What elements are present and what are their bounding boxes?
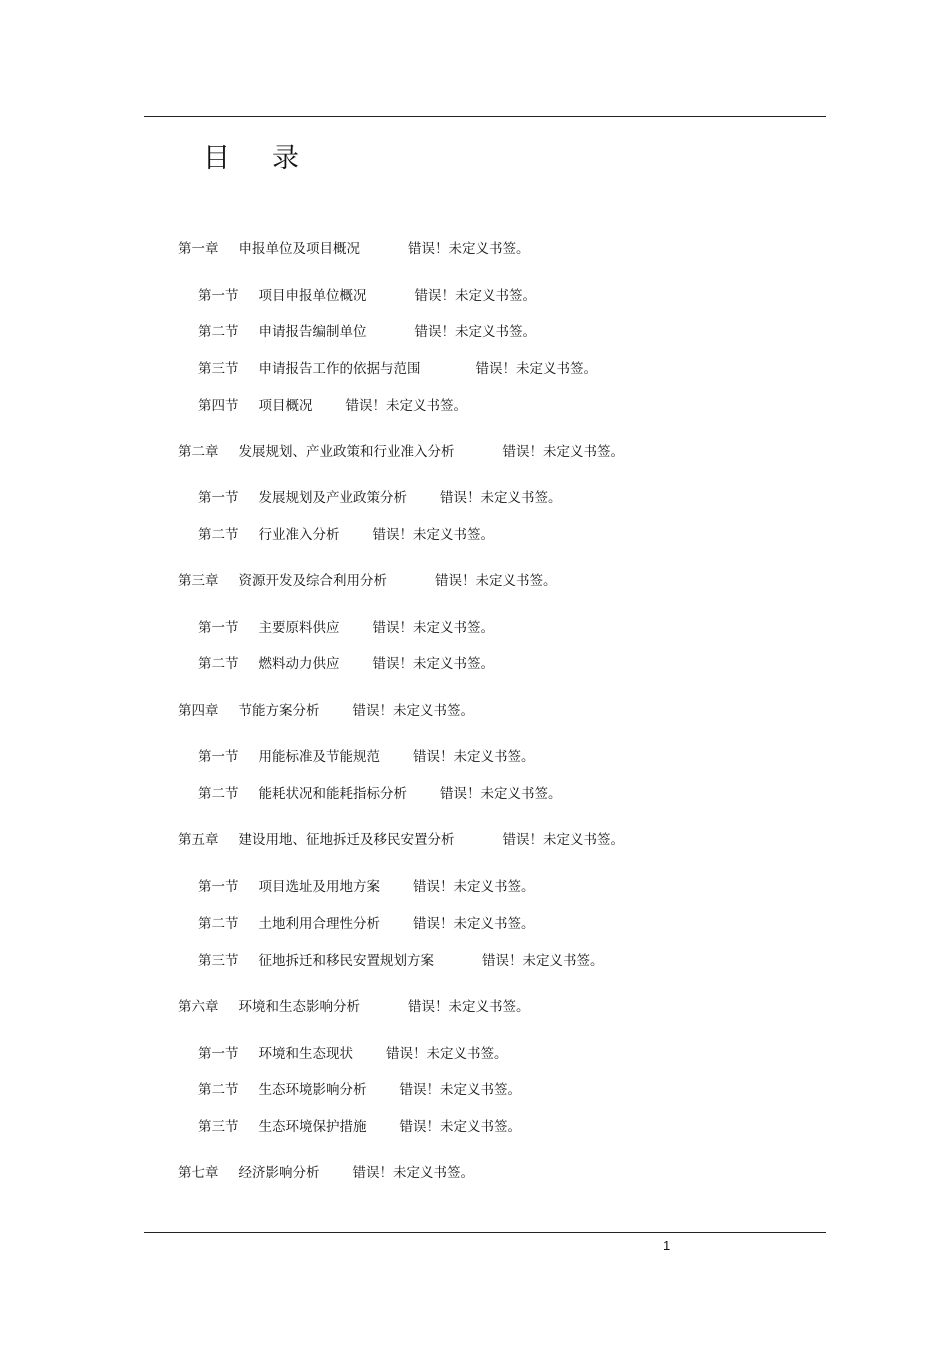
entry-number: 第二章: [178, 444, 219, 460]
entry-text: 能耗状况和能耗指标分析: [258, 786, 407, 802]
toc-section-5-1[interactable]: [198, 878, 535, 896]
entry-page-ref: 错误！未定义书签。: [440, 786, 562, 802]
entry-text: 征地拆迁和移民安置规划方案: [258, 953, 434, 969]
entry-number: 第一节: [198, 620, 239, 636]
entry-number: 第三节: [198, 953, 239, 969]
toc-section-5-3[interactable]: [198, 952, 604, 970]
entry-text: 建设用地、征地拆迁及移民安置分析: [238, 832, 455, 848]
entry-text: 生态环境保护措施: [258, 1119, 367, 1135]
toc-chapter-3[interactable]: [178, 572, 557, 590]
entry-page-ref: 错误！未定义书签。: [399, 1082, 521, 1098]
toc-section-3-1[interactable]: [198, 619, 494, 637]
entry-page-ref: 错误！未定义书签。: [440, 490, 562, 506]
entry-number: 第六章: [178, 999, 219, 1015]
entry-page-ref: 错误！未定义书签。: [502, 832, 624, 848]
toc-chapter-6[interactable]: [178, 998, 530, 1016]
entry-text: 发展规划、产业政策和行业准入分析: [238, 444, 455, 460]
entry-page-ref: 错误！未定义书签。: [372, 656, 494, 672]
toc-title: [203, 136, 299, 175]
toc-section-3-2[interactable]: [198, 655, 494, 673]
entry-text: 经济影响分析: [238, 1165, 320, 1181]
toc-section-2-1[interactable]: [198, 489, 562, 507]
entry-number: 第一节: [198, 490, 239, 506]
entry-page-ref: 错误！未定义书签。: [386, 1046, 508, 1062]
entry-page-ref: 错误！未定义书签。: [435, 573, 557, 589]
entry-page-ref: 错误！未定义书签。: [372, 527, 494, 543]
toc-section-1-4[interactable]: [198, 397, 467, 415]
toc-section-6-1[interactable]: [198, 1045, 508, 1063]
entry-page-ref: 错误！未定义书签。: [399, 1119, 521, 1135]
entry-number: 第二节: [198, 1082, 239, 1098]
toc-title-char-1: 目: [203, 143, 230, 174]
entry-number: 第二节: [198, 916, 239, 932]
page-number: 1: [663, 1238, 671, 1253]
entry-text: 项目申报单位概况: [258, 288, 367, 304]
toc-section-4-2[interactable]: [198, 785, 562, 803]
toc-title-char-2: 录: [272, 143, 299, 174]
entry-text: 生态环境影响分析: [258, 1082, 367, 1098]
entry-text: 燃料动力供应: [258, 656, 340, 672]
entry-page-ref: 错误！未定义书签。: [352, 703, 474, 719]
entry-text: 申报单位及项目概况: [238, 241, 360, 257]
toc-chapter-1[interactable]: [178, 240, 530, 258]
toc-section-1-3[interactable]: [198, 360, 597, 378]
entry-page-ref: 错误！未定义书签。: [345, 398, 467, 414]
entry-page-ref: 错误！未定义书签。: [475, 361, 597, 377]
entry-number: 第五章: [178, 832, 219, 848]
entry-text: 资源开发及综合利用分析: [238, 573, 387, 589]
entry-number: 第二节: [198, 656, 239, 672]
entry-number: 第四章: [178, 703, 219, 719]
entry-number: 第三节: [198, 361, 239, 377]
entry-text: 发展规划及产业政策分析: [258, 490, 407, 506]
entry-text: 项目选址及用地方案: [258, 879, 380, 895]
entry-page-ref: 错误！未定义书签。: [413, 749, 535, 765]
toc-section-5-2[interactable]: [198, 915, 535, 933]
entry-page-ref: 错误！未定义书签。: [352, 1165, 474, 1181]
toc-chapter-5[interactable]: [178, 831, 624, 849]
entry-text: 环境和生态现状: [258, 1046, 353, 1062]
toc-section-6-2[interactable]: [198, 1081, 521, 1099]
entry-number: 第一节: [198, 288, 239, 304]
entry-text: 用能标准及节能规范: [258, 749, 380, 765]
entry-text: 申请报告工作的依据与范围: [258, 361, 421, 377]
entry-page-ref: 错误！未定义书签。: [408, 241, 530, 257]
entry-number: 第七章: [178, 1165, 219, 1181]
entry-page-ref: 错误！未定义书签。: [502, 444, 624, 460]
entry-page-ref: 错误！未定义书签。: [408, 999, 530, 1015]
toc-section-6-3[interactable]: [198, 1118, 521, 1136]
entry-number: 第一节: [198, 879, 239, 895]
entry-number: 第四节: [198, 398, 239, 414]
toc-section-2-2[interactable]: [198, 526, 494, 544]
footer-rule: [144, 1232, 826, 1233]
entry-number: 第三节: [198, 1119, 239, 1135]
entry-number: 第二节: [198, 527, 239, 543]
entry-text: 行业准入分析: [258, 527, 340, 543]
toc-section-1-1[interactable]: [198, 287, 536, 305]
entry-number: 第三章: [178, 573, 219, 589]
entry-number: 第一章: [178, 241, 219, 257]
toc-section-1-2[interactable]: [198, 323, 536, 341]
entry-number: 第一节: [198, 1046, 239, 1062]
entry-text: 主要原料供应: [258, 620, 340, 636]
toc-chapter-7[interactable]: [178, 1164, 474, 1182]
entry-text: 项目概况: [258, 398, 313, 414]
entry-text: 节能方案分析: [238, 703, 320, 719]
entry-page-ref: 错误！未定义书签。: [413, 879, 535, 895]
header-rule: [144, 116, 826, 117]
entry-page-ref: 错误！未定义书签。: [413, 916, 535, 932]
entry-number: 第一节: [198, 749, 239, 765]
entry-number: 第二节: [198, 324, 239, 340]
entry-number: 第二节: [198, 786, 239, 802]
entry-text: 土地利用合理性分析: [258, 916, 380, 932]
entry-text: 申请报告编制单位: [258, 324, 367, 340]
entry-page-ref: 错误！未定义书签。: [372, 620, 494, 636]
entry-page-ref: 错误！未定义书签。: [414, 288, 536, 304]
toc-chapter-4[interactable]: [178, 702, 474, 720]
entry-page-ref: 错误！未定义书签。: [414, 324, 536, 340]
entry-text: 环境和生态影响分析: [238, 999, 360, 1015]
entry-page-ref: 错误！未定义书签。: [482, 953, 604, 969]
toc-section-4-1[interactable]: [198, 748, 535, 766]
toc-chapter-2[interactable]: [178, 443, 624, 461]
